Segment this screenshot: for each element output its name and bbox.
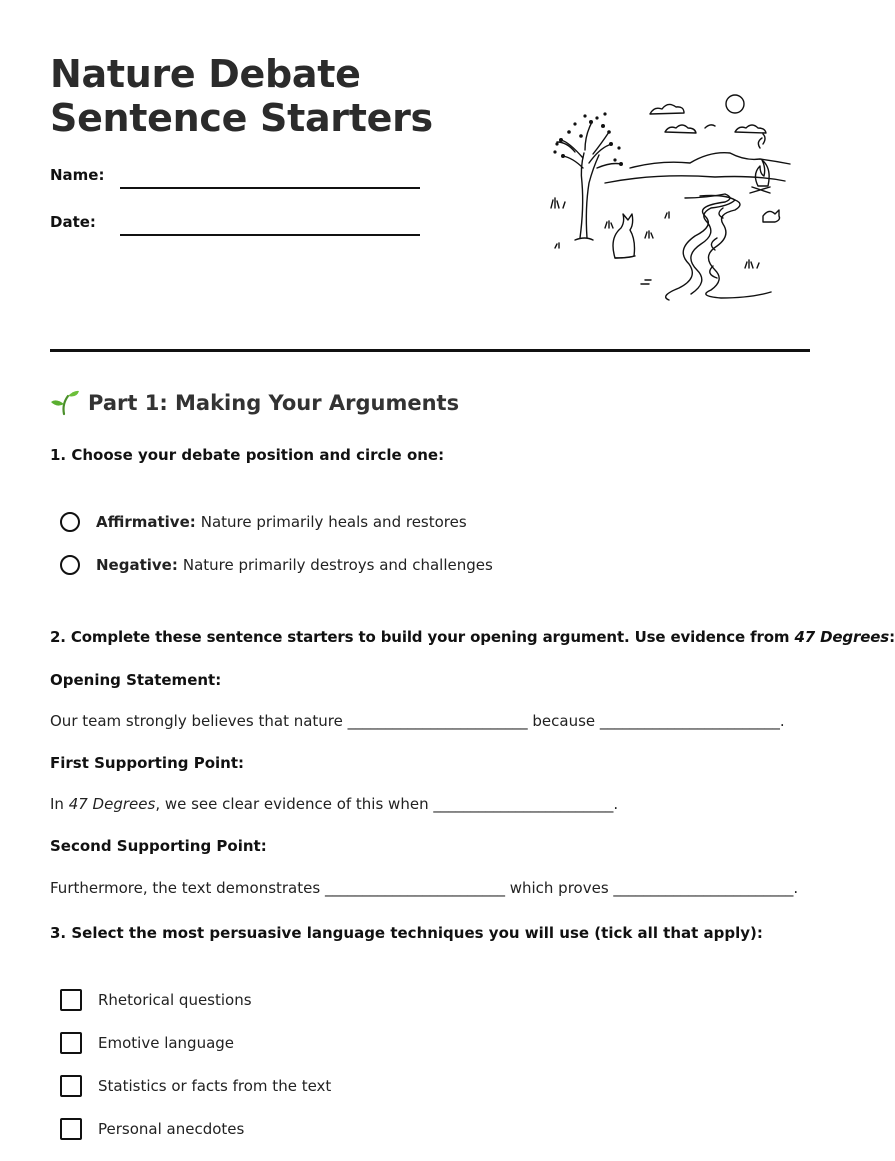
name-label: Name: [50, 166, 105, 184]
checkbox-label: Statistics or facts from the text [98, 1077, 332, 1095]
option-text: Nature primarily destroys and challenges [182, 556, 493, 574]
option-label: Affirmative: [96, 513, 196, 531]
radio-circle[interactable] [60, 512, 80, 532]
option-negative[interactable] [60, 555, 493, 575]
second-supporting-point-line[interactable]: Furthermore, the text demonstrates ________________________ which proves ________________________. [50, 879, 799, 897]
section-title-text: Part 1: Making Your Arguments [88, 391, 460, 415]
option-label: Negative: [96, 556, 178, 574]
header-divider [50, 349, 810, 352]
first-supporting-point-label: First Supporting Point: [50, 754, 245, 772]
first-supporting-point-line[interactable]: In 47 Degrees, we see clear evidence of this when ________________________. [50, 795, 619, 813]
opening-statement-line[interactable]: Our team strongly believes that nature ________________________ because ________________________. [50, 712, 785, 730]
radio-circle[interactable] [60, 555, 80, 575]
checkbox-label: Personal anecdotes [98, 1120, 245, 1138]
section-title-part1 [50, 390, 459, 416]
checkbox-item[interactable] [60, 1032, 234, 1054]
checkbox[interactable] [60, 989, 82, 1011]
question-3: 3. Select the most persuasive language techniques you will use (tick all that apply): [50, 924, 763, 942]
seedling-icon [50, 390, 80, 416]
checkbox-label: Emotive language [98, 1034, 235, 1052]
checkbox-item[interactable] [60, 1118, 244, 1140]
question-1: 1. Choose your debate position and circle one: [50, 446, 445, 464]
checkbox[interactable] [60, 1032, 82, 1054]
option-affirmative[interactable] [60, 512, 467, 532]
checkbox-label: Rhetorical questions [98, 991, 252, 1009]
date-field[interactable] [120, 234, 420, 236]
nature-landscape-illustration [545, 88, 795, 300]
checkbox[interactable] [60, 1075, 82, 1097]
page-title: Nature Debate Sentence Starters [50, 52, 433, 140]
checkbox[interactable] [60, 1118, 82, 1140]
question-2: 2. Complete these sentence starters to build your opening argument. Use evidence from 47 Degrees: [50, 628, 895, 646]
opening-statement-label: Opening Statement: [50, 671, 222, 689]
checkbox-item[interactable] [60, 989, 252, 1011]
checkbox-item[interactable] [60, 1075, 331, 1097]
second-supporting-point-label: Second Supporting Point: [50, 837, 267, 855]
name-field[interactable] [120, 187, 420, 189]
date-label: Date: [50, 213, 96, 231]
option-text: Nature primarily heals and restores [200, 513, 467, 531]
